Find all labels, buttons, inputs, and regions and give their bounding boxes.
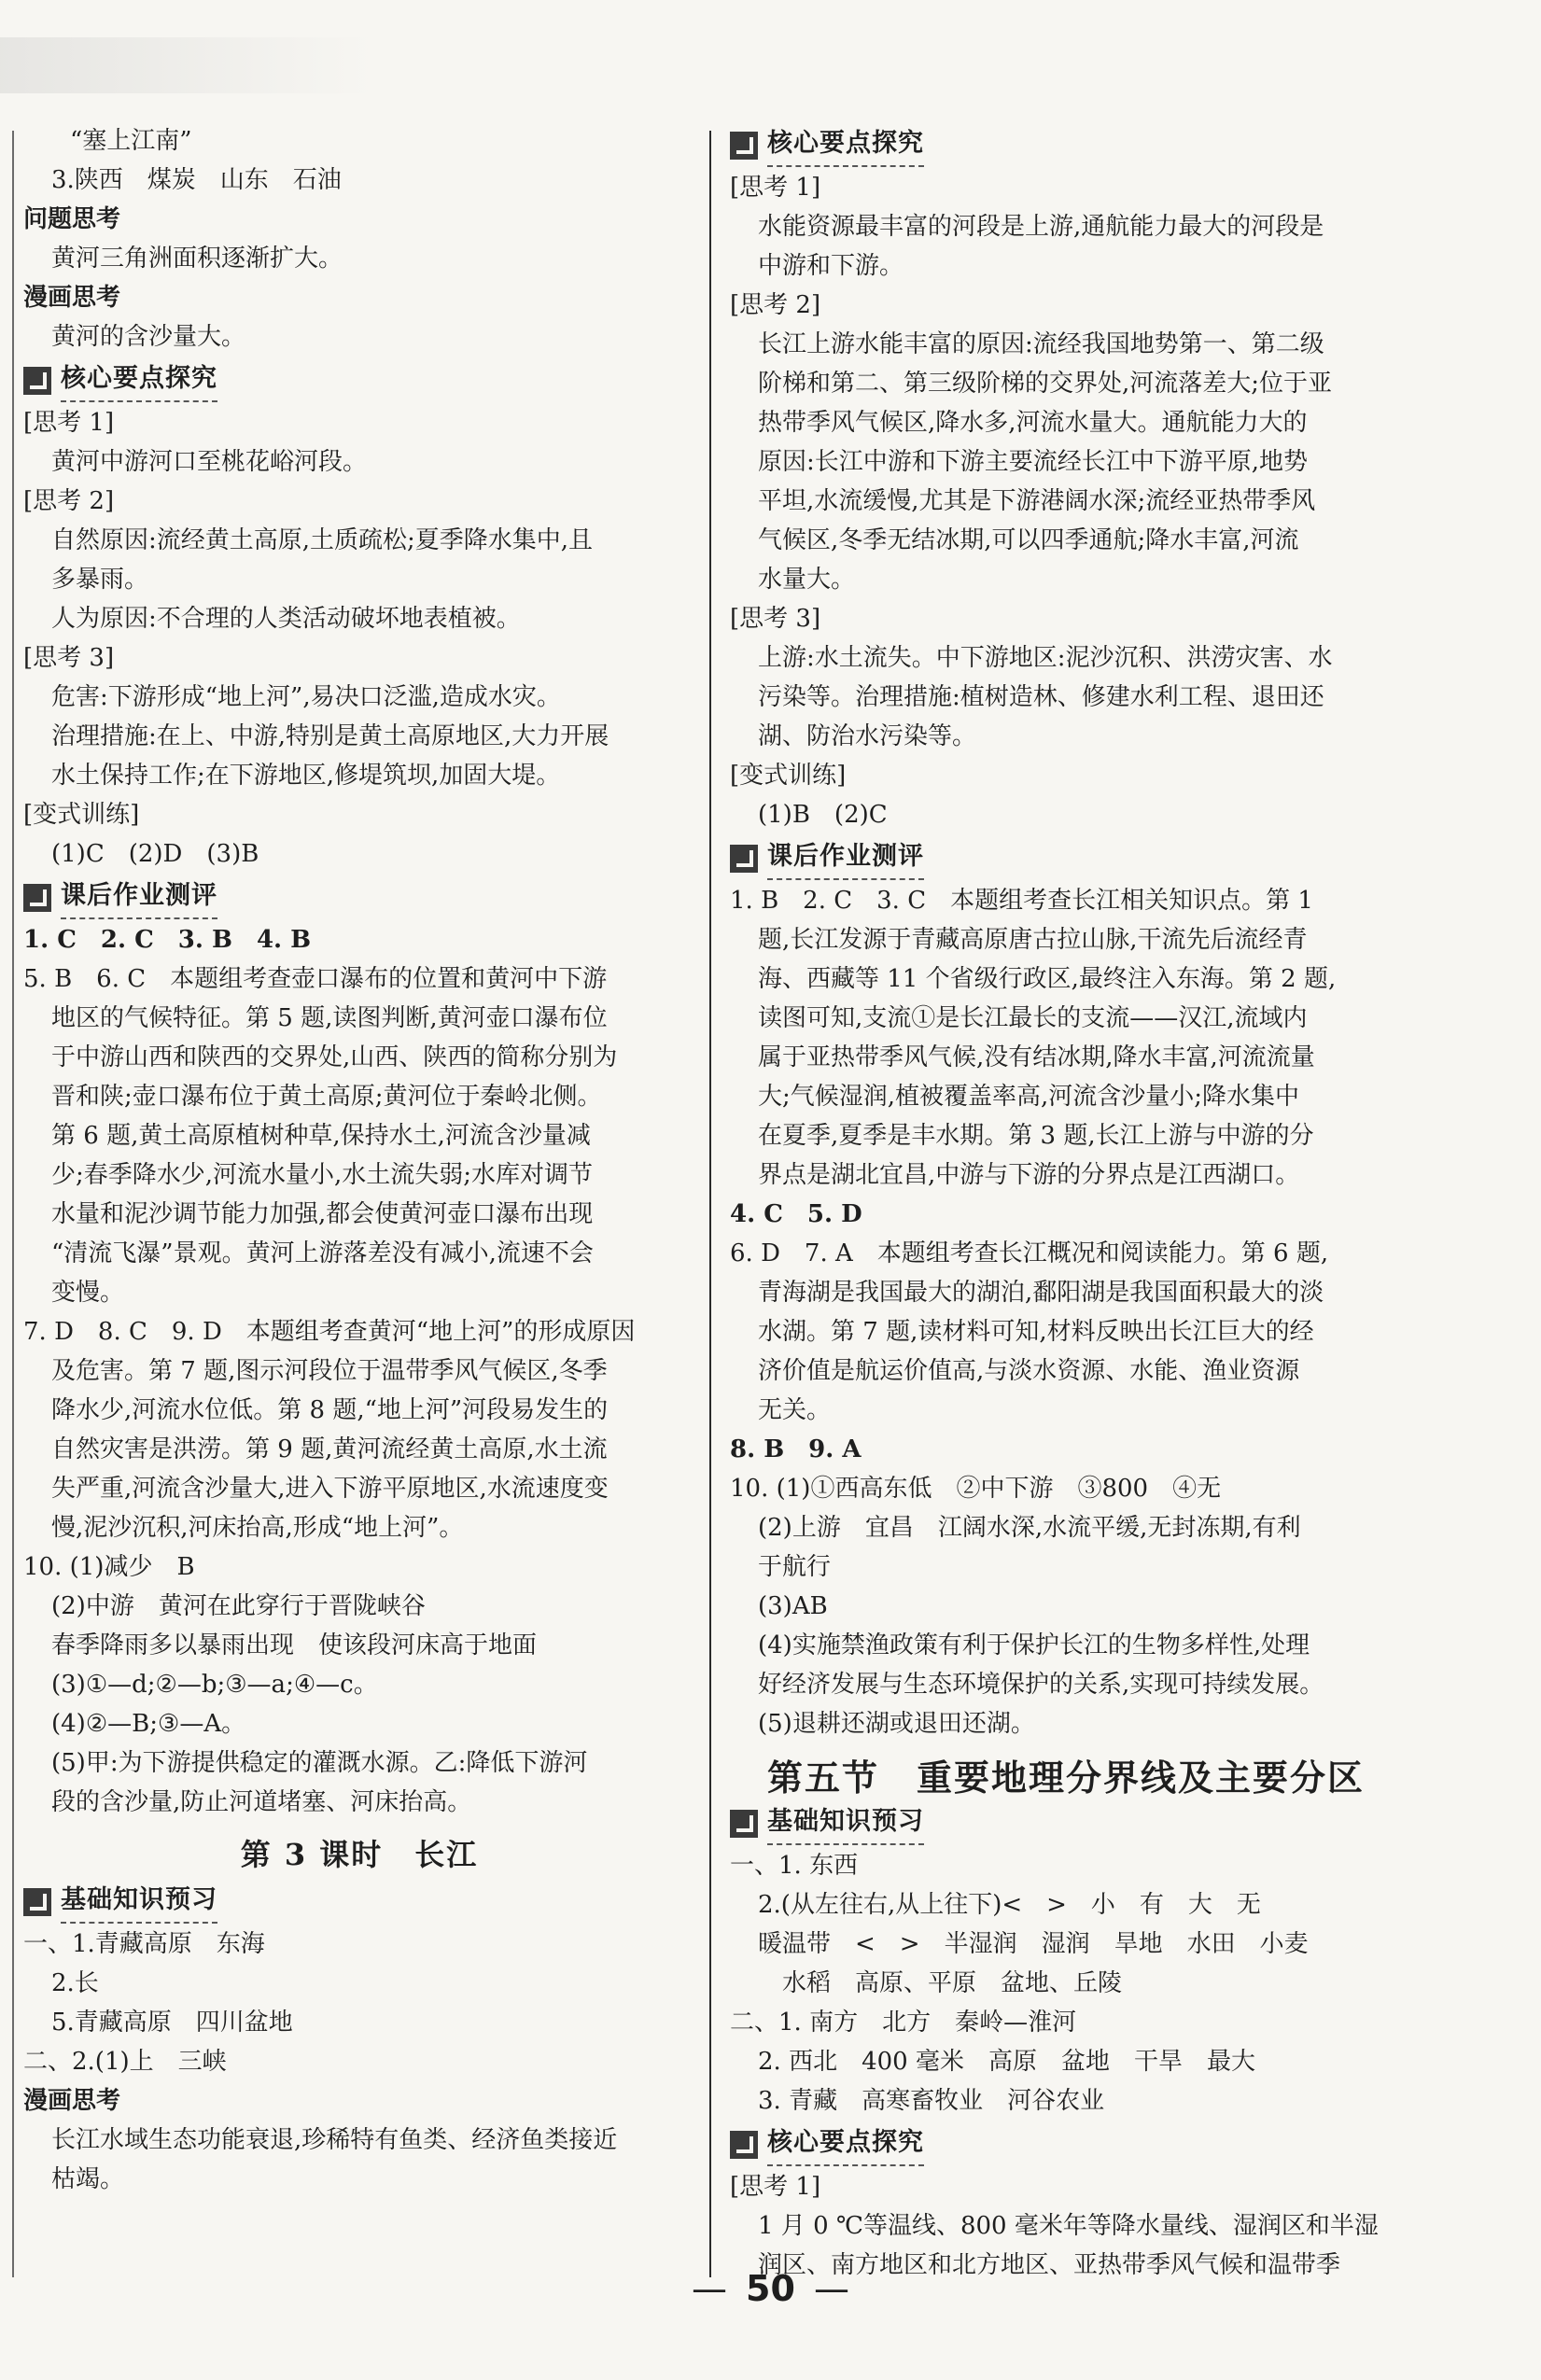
text-line: 一、1.青藏高原 东海: [23, 1930, 265, 1958]
text-line: (3)AB: [758, 1592, 828, 1620]
text-line: 问题思考: [23, 205, 121, 233]
text-line: 1 月 0 ℃等温线、800 毫米年等降水量线、湿润区和半湿: [758, 2212, 1379, 2240]
text-line: 1. B 2. C 3. C 本题组考查长江相关知识点。第 1: [730, 887, 1313, 915]
text-line: [思考 2]: [23, 487, 115, 515]
left-margin-rule: [12, 131, 14, 2277]
right-column: [730, 121, 1402, 2279]
text-line: 水土保持工作;在下游地区,修堤筑坝,加固大堤。: [51, 762, 561, 790]
text-line: 原因:长江中游和下游主要流经长江中下游平原,地势: [758, 448, 1309, 476]
text-line: (5)甲:为下游提供稳定的灌溉水源。乙:降低下游河: [51, 1749, 588, 1777]
lesson-title: 第 3 课时 长江: [240, 1837, 479, 1872]
text-line: 晋和陕;壶口瀑布位于黄土高原;黄河位于秦岭北侧。: [51, 1083, 602, 1111]
text-line: 多暴雨。: [51, 566, 149, 594]
text-line: 于中游山西和陕西的交界处,山西、陕西的简称分别为: [51, 1043, 618, 1071]
text-line: 好经济发展与生态环境保护的关系,实现可持续发展。: [758, 1671, 1324, 1699]
text-line: 长江水域生态功能衰退,珍稀特有鱼类、经济鱼类接近: [51, 2126, 618, 2154]
text-line: 水量和泥沙调节能力加强,都会使黄河壶口瀑布出现: [51, 1200, 594, 1228]
text-line: 人为原因:不合理的人类活动破坏地表植被。: [51, 605, 521, 633]
section-marker-icon: [730, 845, 758, 873]
text-line: [思考 2]: [730, 291, 821, 319]
text-line: 5. B 6. C 本题组考查壶口瀑布的位置和黄河中下游: [23, 965, 608, 993]
text-line: 段的含沙量,防止河道堵塞、河床抬高。: [51, 1788, 472, 1816]
section-header: [23, 879, 695, 917]
text-line: 4. C 5. D: [730, 1200, 862, 1228]
page-number-dash-left: —: [692, 2268, 728, 2309]
text-line: 变慢。: [51, 1279, 125, 1307]
text-line: 黄河的含沙量大。: [51, 323, 246, 351]
text-line: [思考 3]: [730, 605, 821, 633]
column-divider: [709, 131, 711, 2277]
section-header: [23, 362, 695, 399]
text-line: 阶梯和第二、第三级阶梯的交界处,河流落差大;位于亚: [758, 370, 1333, 398]
section-marker-icon: [23, 367, 51, 395]
page-number: [0, 2268, 1541, 2309]
text-line: 及危害。第 7 题,图示河段位于温带季风气候区,冬季: [51, 1357, 608, 1385]
section-title: 课后作业测评: [767, 837, 924, 880]
text-line: 治理措施:在上、中游,特别是黄土高原地区,大力开展: [51, 722, 609, 750]
text-line: 水稻 高原、平原 盆地、丘陵: [758, 1969, 1123, 1997]
section-header: [730, 1805, 1402, 1842]
text-line: (4)实施禁渔政策有利于保护长江的生物多样性,处理: [758, 1631, 1310, 1659]
text-line: 在夏季,夏季是丰水期。第 3 题,长江上游与中游的分: [758, 1122, 1314, 1150]
text-line: “清流飞瀑”景观。黄河上游落差没有减小,流速不会: [51, 1239, 594, 1267]
text-line: 平坦,水流缓慢,尤其是下游港阔水深;流经亚热带季风: [758, 487, 1316, 515]
text-line: 海、西藏等 11 个省级行政区,最终注入东海。第 2 题,: [758, 965, 1337, 993]
text-line: 失严重,河流含沙量大,进入下游平原地区,水流速度变: [51, 1475, 609, 1503]
text-line: 自然原因:流经黄土高原,土质疏松;夏季降水集中,且: [51, 526, 594, 554]
text-line: 第 6 题,黄土高原植树种草,保持水土,河流含沙量减: [51, 1122, 591, 1150]
text-line: 3.陕西 煤炭 山东 石油: [51, 166, 342, 194]
text-line: 水能资源最丰富的河段是上游,通航能力最大的河段是: [758, 213, 1324, 241]
text-line: 题,长江发源于青藏高原唐古拉山脉,干流先后流经青: [758, 926, 1308, 954]
text-line: 3. 青藏 高寒畜牧业 河谷农业: [758, 2087, 1105, 2115]
text-line: 6. D 7. A 本题组考查长江概况和阅读能力。第 6 题,: [730, 1239, 1329, 1267]
text-line: 上游:水土流失。中下游地区:泥沙沉积、洪涝灾害、水: [758, 644, 1333, 672]
text-line: 青海湖是我国最大的湖泊,鄱阳湖是我国面积最大的淡: [758, 1279, 1324, 1307]
text-line: 二、2.(1)上 三峡: [23, 2048, 227, 2076]
text-line: 5.青藏高原 四川盆地: [51, 2009, 293, 2037]
text-line: 水湖。第 7 题,读材料可知,材料反映出长江巨大的经: [758, 1318, 1314, 1346]
text-line: (2)上游 宜昌 江阔水深,水流平缓,无封冻期,有利: [758, 1514, 1301, 1542]
text-line: 2.长: [51, 1969, 99, 1997]
text-line: 慢,泥沙沉积,河床抬高,形成“地上河”。: [51, 1514, 464, 1542]
text-line: 2. 西北 400 毫米 高原 盆地 干旱 最大: [758, 2048, 1255, 2076]
text-line: 黄河中游河口至桃花峪河段。: [51, 448, 368, 476]
section-title: 核心要点探究: [767, 124, 924, 167]
section-title: 基础知识预习: [61, 1881, 217, 1924]
section-marker-icon: [730, 132, 758, 160]
text-line: (3)①—d;②—b;③—a;④—c。: [51, 1671, 378, 1699]
text-line: 气候区,冬季无结冰期,可以四季通航;降水丰富,河流: [758, 526, 1299, 554]
text-line: 7. D 8. C 9. D 本题组考查黄河“地上河”的形成原因: [23, 1318, 636, 1346]
section-header: [730, 2126, 1402, 2163]
text-line: [变式训练]: [730, 762, 847, 790]
section-marker-icon: [730, 2131, 758, 2159]
text-line: 漫画思考: [23, 2087, 121, 2115]
section-title: 基础知识预习: [767, 1802, 924, 1845]
text-line: 属于亚热带季风气候,没有结冰期,降水丰富,河流流量: [758, 1043, 1315, 1071]
page-number-dash-right: —: [813, 2268, 849, 2309]
section-marker-icon: [23, 1888, 51, 1916]
text-line: 自然灾害是洪涝。第 9 题,黄河流经黄土高原,水土流: [51, 1435, 608, 1463]
section-header: [730, 127, 1402, 164]
text-line: 10. (1)①西高东低 ②中下游 ③800 ④无: [730, 1475, 1222, 1503]
text-line: 济价值是航运价值高,与淡水资源、水能、渔业资源: [758, 1357, 1300, 1385]
text-line: 界点是湖北宜昌,中游与下游的分界点是江西湖口。: [758, 1161, 1300, 1189]
text-line: 大;气候湿润,植被覆盖率高,河流含沙量小;降水集中: [758, 1083, 1300, 1111]
text-line: (1)C (2)D (3)B: [51, 840, 259, 868]
text-line: 黄河三角洲面积逐渐扩大。: [51, 245, 343, 273]
text-line: [变式训练]: [23, 801, 140, 829]
text-line: 枯竭。: [51, 2165, 125, 2193]
section-title: 课后作业测评: [61, 876, 217, 919]
text-line: 水量大。: [758, 566, 856, 594]
text-line: 地区的气候特征。第 5 题,读图判断,黄河壶口瀑布位: [51, 1004, 608, 1032]
text-line: [思考 3]: [23, 644, 115, 672]
text-line: (1)B (2)C: [758, 801, 888, 829]
text-line: 长江上游水能丰富的原因:流经我国地势第一、第二级: [758, 330, 1324, 358]
text-line: 漫画思考: [23, 284, 121, 312]
text-line: 润区、南方地区和北方地区、亚热带季风气候和温带季: [758, 2251, 1341, 2279]
text-line: 一、1. 东西: [730, 1852, 859, 1880]
text-line: 热带季风气候区,降水多,河流水量大。通航能力大的: [758, 409, 1308, 437]
text-line: 危害:下游形成“地上河”,易决口泛滥,造成水灾。: [51, 683, 561, 711]
text-line: 读图可知,支流①是长江最长的支流——汉江,流域内: [758, 1004, 1308, 1032]
chapter-title: 第五节 重要地理分界线及主要分区: [766, 1757, 1365, 1799]
text-line: 10. (1)减少 B: [23, 1553, 195, 1581]
text-line: 于航行: [758, 1553, 832, 1581]
section-title: 核心要点探究: [61, 359, 217, 402]
text-line: 降水少,河流水位低。第 8 题,“地上河”河段易发生的: [51, 1396, 609, 1424]
text-line: 暖温带 < > 半湿润 湿润 旱地 水田 小麦: [758, 1930, 1309, 1958]
text-line: 2.(从左往右,从上往下)< > 小 有 大 无: [758, 1891, 1261, 1919]
text-line: 春季降雨多以暴雨出现 使该段河床高于地面: [51, 1631, 538, 1659]
scan-shading: [0, 37, 373, 93]
text-line: [思考 1]: [23, 409, 115, 437]
section-header: [730, 840, 1402, 877]
text-line: 无关。: [758, 1396, 832, 1424]
text-line: (5)退耕还湖或退田还湖。: [758, 1710, 1035, 1738]
text-line: 湖、防治水污染等。: [758, 722, 977, 750]
text-line: 污染等。治理措施:植树造林、修建水利工程、退田还: [758, 683, 1324, 711]
section-title: 核心要点探究: [767, 2123, 924, 2166]
left-column: [23, 121, 695, 2268]
section-marker-icon: [730, 1810, 758, 1838]
page-number-value: 50: [746, 2268, 795, 2309]
text-line: 8. B 9. A: [730, 1435, 862, 1463]
text-line: 少;春季降水少,河流水量小,水土流失弱;水库对调节: [51, 1161, 594, 1189]
section-marker-icon: [23, 884, 51, 912]
text-line: 二、1. 南方 北方 秦岭—淮河: [730, 2009, 1077, 2037]
section-header: [23, 1883, 695, 1921]
text-line: “塞上江南”: [70, 127, 192, 155]
text-line: 中游和下游。: [758, 252, 904, 280]
text-line: (2)中游 黄河在此穿行于晋陇峡谷: [51, 1592, 426, 1620]
text-line: [思考 1]: [730, 2173, 821, 2201]
text-line: (4)②—B;③—A。: [51, 1710, 246, 1738]
text-line: 1. C 2. C 3. B 4. B: [23, 926, 312, 954]
text-line: [思考 1]: [730, 174, 821, 202]
